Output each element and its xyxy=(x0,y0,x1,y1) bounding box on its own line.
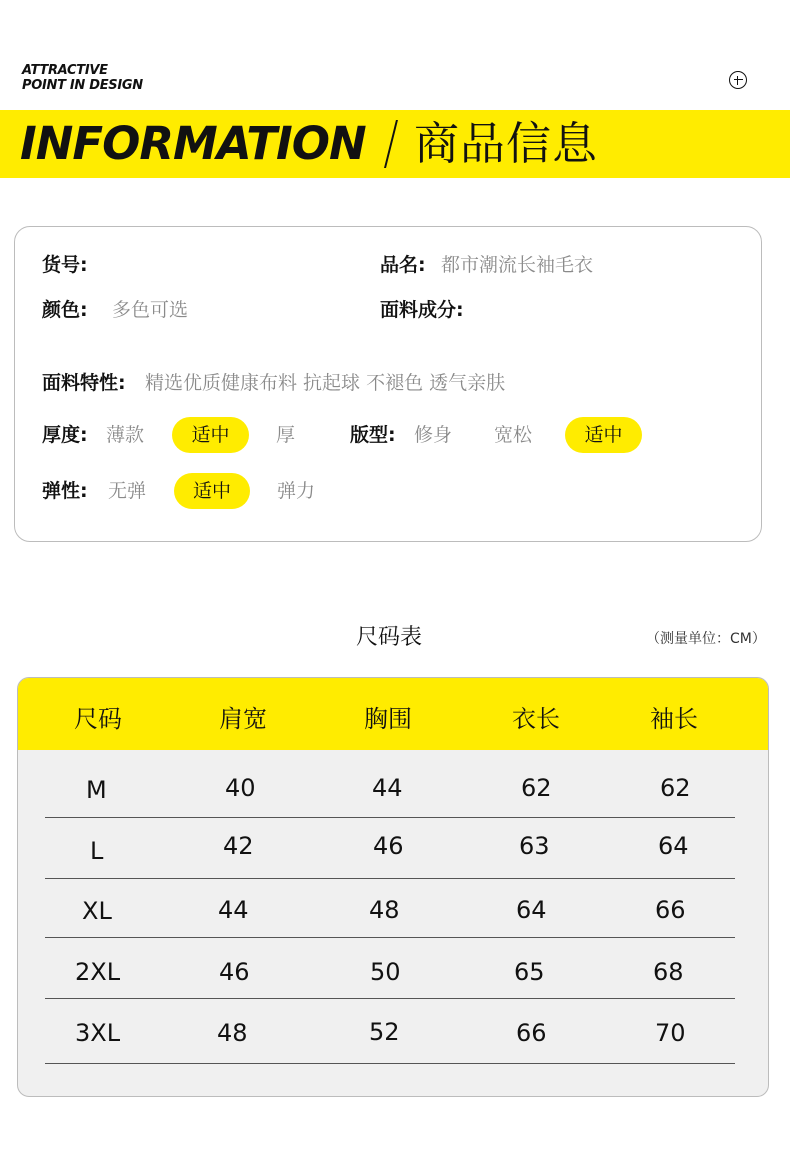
color-label: 颜色: xyxy=(42,299,88,321)
elasticity-option-none: 无弹 xyxy=(108,480,147,502)
table-cell-shoulder: 40 xyxy=(225,774,256,802)
product-name-label: 品名: xyxy=(380,254,426,276)
banner-title: INFORMATION xyxy=(20,117,366,170)
elasticity-option-stretch: 弹力 xyxy=(277,480,316,502)
fit-label: 版型: xyxy=(350,424,396,446)
thickness-option-thick: 厚 xyxy=(276,424,296,446)
table-cell-chest: 52 xyxy=(369,1018,400,1046)
row-divider xyxy=(45,937,735,938)
table-cell-sleeve: 66 xyxy=(655,896,686,924)
banner-subtitle: 商品信息 xyxy=(414,117,599,170)
unit-note: （测量单位：CM） xyxy=(646,631,766,647)
table-cell-chest: 50 xyxy=(370,958,401,986)
thickness-option-medium-selected: 适中 xyxy=(172,417,249,453)
table-cell-length: 66 xyxy=(516,1019,547,1047)
table-cell-length: 65 xyxy=(514,958,545,986)
fit-option-slim: 修身 xyxy=(414,424,453,446)
header-length: 衣长 xyxy=(512,705,560,733)
table-cell-size: 2XL xyxy=(75,958,121,986)
row-divider xyxy=(45,1063,735,1064)
table-cell-chest: 44 xyxy=(372,774,403,802)
elasticity-label: 弹性: xyxy=(42,480,88,502)
header-chest: 胸围 xyxy=(364,705,412,733)
table-cell-size: L xyxy=(90,837,104,865)
tagline-line-1: ATTRACTIVE xyxy=(22,63,108,78)
item-no-label: 货号: xyxy=(42,254,88,276)
tagline xyxy=(22,63,143,93)
size-chart-title: 尺码表 xyxy=(356,625,423,650)
fit-option-loose: 宽松 xyxy=(494,424,533,446)
table-cell-shoulder: 48 xyxy=(217,1019,248,1047)
fabric-label: 面料成分: xyxy=(380,299,464,321)
fit-option-regular-selected: 适中 xyxy=(565,417,642,453)
product-name-value: 都市潮流长袖毛衣 xyxy=(441,254,594,276)
table-cell-chest: 46 xyxy=(373,832,404,860)
thickness-label: 厚度: xyxy=(42,424,88,446)
table-cell-chest: 48 xyxy=(369,896,400,924)
color-value: 多色可选 xyxy=(112,299,189,321)
fabric-features-label: 面料特性: xyxy=(42,372,126,394)
table-cell-sleeve: 68 xyxy=(653,958,684,986)
table-cell-size: 3XL xyxy=(75,1019,121,1047)
thickness-option-thin: 薄款 xyxy=(106,424,145,446)
header-sleeve: 袖长 xyxy=(650,705,698,733)
table-cell-size: M xyxy=(86,776,107,804)
table-cell-sleeve: 64 xyxy=(658,832,689,860)
fabric-features-value: 精选优质健康布料 抗起球 不褪色 透气亲肤 xyxy=(145,372,506,394)
table-cell-sleeve: 70 xyxy=(655,1019,686,1047)
table-cell-sleeve: 62 xyxy=(660,774,691,802)
table-cell-shoulder: 46 xyxy=(219,958,250,986)
row-divider xyxy=(45,878,735,879)
table-cell-shoulder: 42 xyxy=(223,832,254,860)
plus-circle-icon xyxy=(729,71,747,89)
elasticity-option-medium-selected: 适中 xyxy=(174,473,250,509)
table-cell-length: 62 xyxy=(521,774,552,802)
table-cell-length: 63 xyxy=(519,832,550,860)
table-cell-shoulder: 44 xyxy=(218,896,249,924)
header-size: 尺码 xyxy=(74,705,122,733)
table-cell-length: 64 xyxy=(516,896,547,924)
row-divider xyxy=(45,817,735,818)
header-shoulder: 肩宽 xyxy=(219,705,267,733)
tagline-line-2: POINT IN DESIGN xyxy=(22,78,143,93)
table-cell-size: XL xyxy=(82,897,112,925)
row-divider xyxy=(45,998,735,999)
